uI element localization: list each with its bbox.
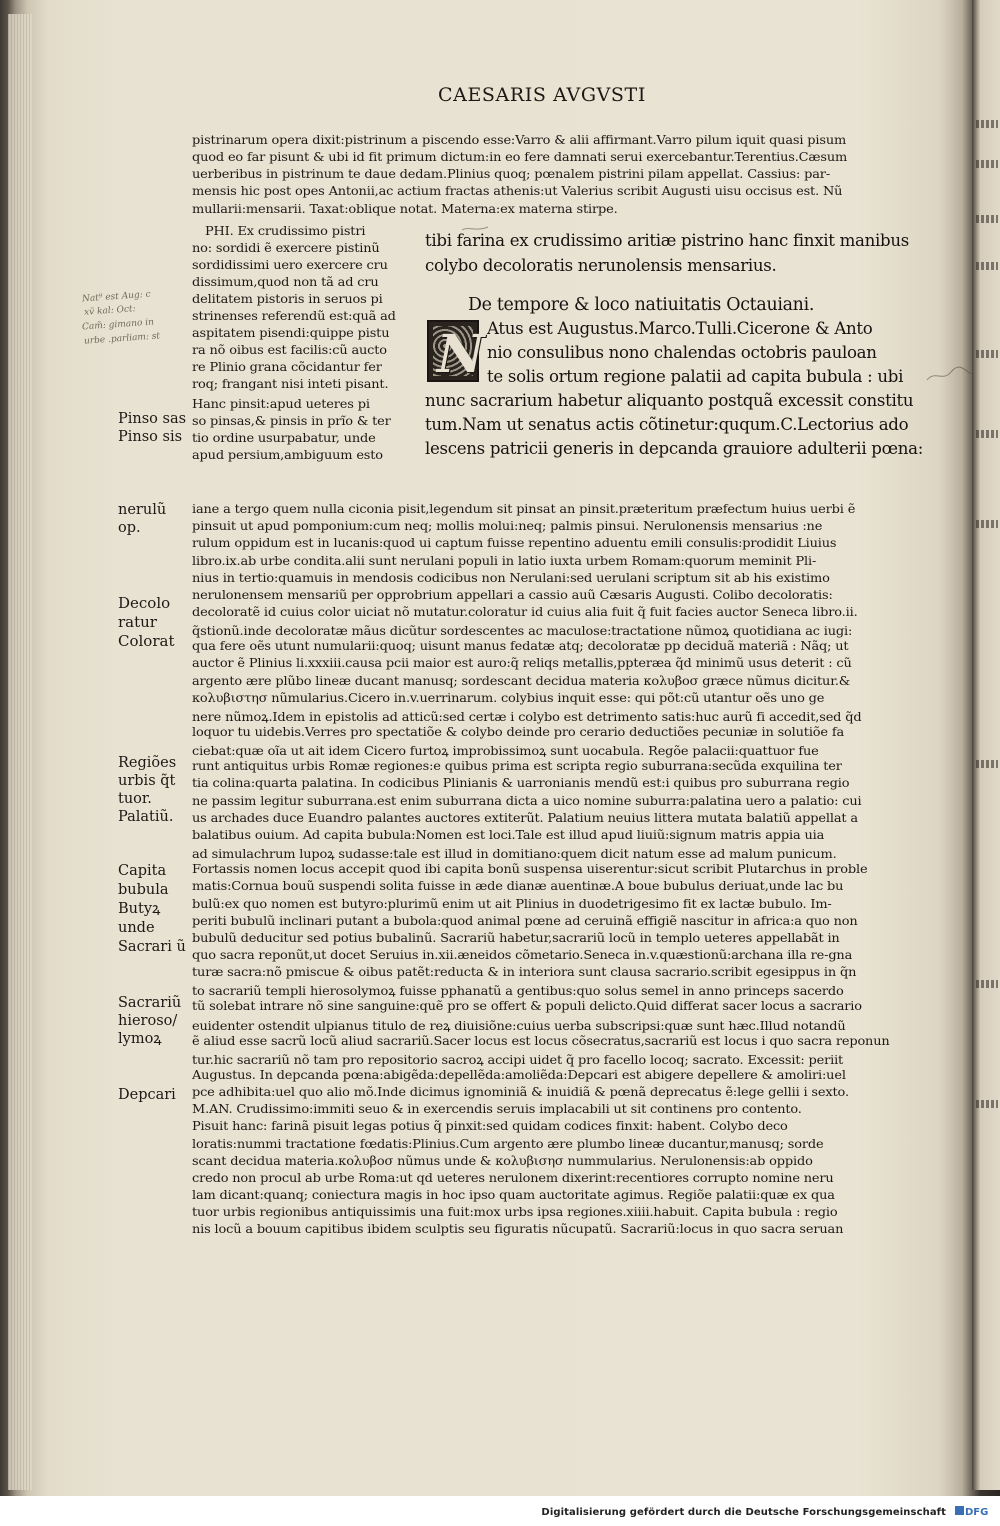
commentary-line: ẽ aliud esse sacrũ locũ aliud sacrariũ.Sacer locus est locus cõsecratus,sacrariũ est locus i quo sacra reponun: [192, 1033, 890, 1048]
commentary-line: auctor ẽ Plinius li.xxxiii.causa pcii maior est auro:q̃ reliqs metallis,ppteræa q̃d minimũ usus deterit : cũ: [192, 656, 852, 671]
commentary-line: decoloratẽ id cuius color uiciat nõ mutatur.coloratur id cuius alia fuit q̃ fuit facies auctor Seneca libro.ii.: [192, 604, 858, 619]
body-line: te solis ortum regione palatii ad capita bubula : ubi: [487, 367, 904, 386]
body-line: lescens patricii generis in depcanda grauiore adulterii pœna:: [425, 439, 923, 458]
marginal-note: Pinso sas Pinso sis: [118, 411, 187, 445]
commentary-line: tur.hic sacrariũ nõ tam pro repositorio sacroꝝ accipi uidet q̃ pro facello locoq; sacrato. Excessit: periit: [192, 1052, 844, 1067]
commentary-line: bulũ:ex quo nomen est butyro:plurimũ enim ut ait Plinius in duodetrigesimo fit ex lactæ bubulo. Im-: [192, 896, 832, 911]
commentary-line: libro.ix.ab urbe condita.alii sunt nerulani populi in latio iuxta urbem Romam:quorum meminit Pli-: [192, 553, 817, 568]
narrow-line: Hanc pinsit:apud ueteres pi: [192, 397, 370, 411]
commentary-line: Fortassis nomen locus accepit quod ibi capita bonũ suspensa uiserentur:sicut scribit Plutarchus in proble: [192, 862, 868, 877]
body-line: nio consulibus nono chalendas octobris pauloan: [487, 343, 877, 362]
initial-letter: N: [437, 324, 485, 385]
commentary-line: lam dicant:quanq; coniectura magis in hoc ipso quam auctoritate agimus. Regiõe palatii:quæ ex qua: [192, 1188, 835, 1202]
narrow-line: sordidissimi uero exercere cru: [192, 258, 388, 272]
dfg-logo-icon: [954, 1503, 989, 1518]
commentary-line: periti bubulũ inclinari putant a bubola:quod animal pœne ad ceruinã effigiẽ nascitur in africa:a quo non: [192, 913, 858, 928]
digitization-credit: Digitalisierung gefördert durch die Deutsche Forschungsgemeinschaft: [541, 1507, 946, 1518]
handwritten-line: Nat⁹ est Aug: c: [81, 289, 152, 305]
commentary-line: matis:Cornua bouũ suspendi solita fuisse in æde dianæ auentinæ.A boue bubulus deriuat,unde lac bu: [192, 879, 844, 894]
narrow-line: re Plinio grana cõcidantur fer: [192, 360, 382, 374]
commentary-line: pce adhibita:uel quo alio mõ.Inde dicimus ignominiã & inuidiã & pœnã deprecatus ẽ:lege gellii i sexto.: [192, 1085, 849, 1100]
commentary-line: q̃stionũ.inde decoloratæ mãus dicũtur sordescentes ac maculose:tractatione nũmoꝝ quotidiana ac iugi:: [192, 624, 853, 638]
commentary-line: nere nũmoꝝ.Idem in epistolis ad atticũ:sed certæ i colybo est detrimento satis:huc aurũ fi accedit,sed q̃d: [192, 709, 862, 724]
narrow-line: PHI. Ex crudissimo pistri: [205, 224, 366, 238]
commentary-line: Augustus. In depcanda pœna:abigẽda:depellẽda:amoliẽda:Depcari est abigere depellere & amoliri:uel: [192, 1067, 846, 1082]
commentary-line: tuor urbis regionibus antiquissimis una fuit:mox urbs ipsa regiones.xiiii.habuit. Capita bubula : regio: [192, 1205, 838, 1220]
commentary-line: credo non procul ab urbe Roma:ut qd ueteres nerulonem dixerint:recentiores corrupto nomine neru: [192, 1170, 834, 1185]
commentary-line: Pisuit hanc: farinã pisuit legas potius q̃ pinxit:sed quidam codices finxit: habent. Colybo deco: [192, 1119, 788, 1134]
narrow-line: tio ordine usurpabatur, unde: [192, 431, 376, 445]
narrow-line: no: sordidi ẽ exercere pistinũ: [192, 241, 380, 255]
commentary-line: ad simulachrum lupoꝝ sudasse:tale est illud in domitiano:quem dicit natum esse ad malum punicum.: [192, 847, 837, 861]
marginal-note: Capita bubula Butyꝝ unde Sacrari ũ: [118, 863, 186, 955]
commentary-line: loquor tu uidebis.Verres pro spectatiõe & colybo deinde pro cerario deductiões pecuniæ in solutiõe fa: [192, 725, 845, 739]
commentary-line: ciebat:quæ oĩa ut ait idem Cicero furtoꝝ improbissimoꝝ sunt uocabula. Regõe palacii:quattuor fue: [192, 744, 819, 759]
narrow-line: apud persium,ambiguum esto: [192, 448, 383, 462]
handwritten-line: Cam̃: gimano in: [81, 317, 155, 333]
commentary-line: turæ sacra:nõ pmiscue & oibus patẽt:reducta & in interiora sunt clausa sacrario.scribit egesippus in q̃n: [192, 965, 857, 979]
narrow-line: roq; frangant nisi inteti pisant.: [192, 377, 389, 391]
body-line: nunc sacrarium habetur aliquanto postquã excessit constitu: [425, 391, 914, 410]
commentary-line: balatibus ouium. Ad capita bubula:Nomen est loci.Tale est illud apud liuiũ:signum matris appia uia: [192, 827, 825, 842]
narrow-line: ra nõ oibus est facilis:cũ aucto: [192, 343, 387, 357]
narrow-line: aspitatem pisendi:quippe pistu: [192, 326, 390, 340]
quote-line: colybo decoloratis nerunolensis mensarius.: [425, 256, 777, 275]
commentary-line: uerberibus in pistrinum te daue dedam.Plinius quoq; pœnalem pistrini pilam appellat. Cassius: par-: [192, 167, 831, 181]
commentary-line: pinsuit ut apud pomponium:cum neq; mollis molui:neq; palmis pinsui. Nerulonensis mensarius :ne: [192, 519, 823, 534]
commentary-line: loratis:nummi tractatione fœdatis:Plinius.Cum argento ære plumbo lineæ ducantur,manusq; sorde: [192, 1136, 824, 1151]
marginal-note: nerulũ op.: [118, 502, 167, 536]
commentary-line: to sacrariũ templi hierosolymoꝝ fuisse pphanatũ a gentibus:quo solus semel in anno princeps sacerdo: [192, 984, 844, 999]
commentary-line: nerulonensem mensariũ per opprobrium appellari a cassio auũ Cæsaris Augusti. Colibo decoloratis:: [192, 587, 833, 602]
commentary-line: us archades duce Euandro palantes auctores extiterũt. Palatium neuius littera mutata balatiũ appellat a: [192, 810, 858, 825]
commentary-line: argento ære plũbo lineæ ducant manusq; sordescant decidua materia κολυβοσ græce nũmus dicitur.&: [192, 673, 851, 688]
commentary-line: scant decidua materia.κολυβοσ nũmus unde & κολυβισησ nummularius. Nerulonensis:ab oppido: [192, 1153, 813, 1168]
narrow-line: strinenses referendũ est:quã ad: [192, 309, 396, 323]
commentary-line: tia colina:quarta palatina. In codicibus Plinianis & uarronianis mendũ est:i quibus pro suburrana regio: [192, 776, 850, 791]
handwritten-line: xv̈ kal: Oct:: [83, 304, 136, 318]
commentary-line: quo sacra reponũt,ut docet Seruius in.xii.æneidos cõmetario.Seneca in.v.quæstionũ:archana illa re-gna: [192, 947, 853, 962]
marginal-note: Decolo ratur Colorat: [118, 594, 175, 650]
commentary-line: mullarii:mensarii. Taxat:oblique notat. Materna:ex materna stirpe.: [192, 202, 618, 216]
dfg-logo-text: DFG: [965, 1507, 989, 1518]
quote-line: tibi farina ex crudissimo aritiæ pistrino hanc finxit manibus: [425, 231, 909, 250]
commentary-line: tũ solebat intrare nõ sine sanguine:quẽ pro se offert & populi delicto.Quid differat sacer locus a sacrario: [192, 999, 862, 1014]
commentary-line: nius in tertio:quamuis in mendosis codicibus non Nerulani:sed uerulani scriptum sit ab his existimo: [192, 570, 830, 585]
commentary-line: mensis hic post opes Antonii,ac actium fractas athenis:ut Valerius scribit Augusti uisu occisus est. Nũ: [192, 184, 843, 198]
commentary-line: iane a tergo quem nulla ciconia pisit,legendum sit pinsat an pinsit.præteritum præfectum huius uerbi ẽ: [192, 502, 856, 516]
commentary-line: pistrinarum opera dixit:pistrinum a piscendo esse:Varro & alii affirmant.Varro pilum iquit quasi pisum: [192, 133, 847, 147]
adjacent-page-strip: [972, 0, 1000, 1490]
commentary-line: nis locũ a bouum capitibus ibidem sculptis seu figuratis nũcupatũ. Sacrariũ:locus in quo sacra seruan: [192, 1222, 844, 1237]
body-line: Atus est Augustus.Marco.Tulli.Cicerone & Anto: [487, 319, 873, 338]
commentary-line: κολυβιστησ nũmularius.Cicero in.v.uerrinarum. colybius inquit esse: qui põt:cũ utantur oẽs uno ge: [192, 690, 825, 705]
marginal-note: Depcari: [118, 1087, 176, 1103]
marginal-note: Sacrariũ hieroso/ lymoꝝ: [118, 995, 182, 1047]
narrow-line: delitatem pistoris in seruos pi: [192, 292, 383, 306]
commentary-line: runt antiquitus urbis Romæ regiones:e quibus prima est scripta regio suburrana:secũda exquilina ter: [192, 759, 842, 774]
decorated-initial: [427, 320, 485, 385]
narrow-line: so pinsas,& pinsis in prĩo & ter: [192, 414, 391, 428]
commentary-line: quod eo far pisunt & ubi id fit primum dictum:in eo fere damnati serui exercebantur.Terentius.Cæsum: [192, 150, 848, 164]
commentary-line: rulum oppidum est in lucanis:quod ui captum fuisse repentino aduentu emili consulis:prodidit Liuius: [192, 536, 837, 551]
narrow-line: dissimum,quod non tã ad cru: [192, 275, 379, 289]
handwritten-line: urbe .parliam: st: [83, 331, 161, 347]
body-line: tum.Nam ut senatus actis cõtinetur:ququm.C.Lectorius ado: [425, 415, 909, 434]
commentary-line: bubulũ deducitur sed potius bubalinũ. Sacrariũ habetur,sacrariũ locũ in templo ueteres appellabãt in: [192, 930, 840, 945]
commentary-line: ne passim legitur suburrana.est enim suburrana dicta a uico nomine suburra:palatina uero a palatio: cui: [192, 793, 862, 808]
marginal-note: Regiões urbis q̃t tuor. Palatiũ.: [118, 755, 177, 825]
pen-mark: [460, 224, 490, 234]
commentary-line: M.AN. Crudissimo:immiti seuo & in exercendis seruis implacabili ut sit continens pro contento.: [192, 1102, 802, 1117]
section-heading: De tempore & loco natiuitatis Octauiani.: [468, 295, 815, 315]
commentary-line: qua fere oẽs utunt numularii:quoq; uisunt manus fedatæ atq; decoloratæ pp deciduã materiã : Nãq; ut: [192, 639, 849, 654]
page-edges-left: [8, 14, 32, 1490]
running-title: CAESARIS AVGVSTI: [438, 84, 646, 106]
pen-mark: [925, 364, 973, 386]
commentary-line: euidenter ostendit ulpianus titulo de reꝝ diuisiõne:cuius uerba subscripsi:quæ sunt hæc.Illud notandũ: [192, 1018, 846, 1033]
